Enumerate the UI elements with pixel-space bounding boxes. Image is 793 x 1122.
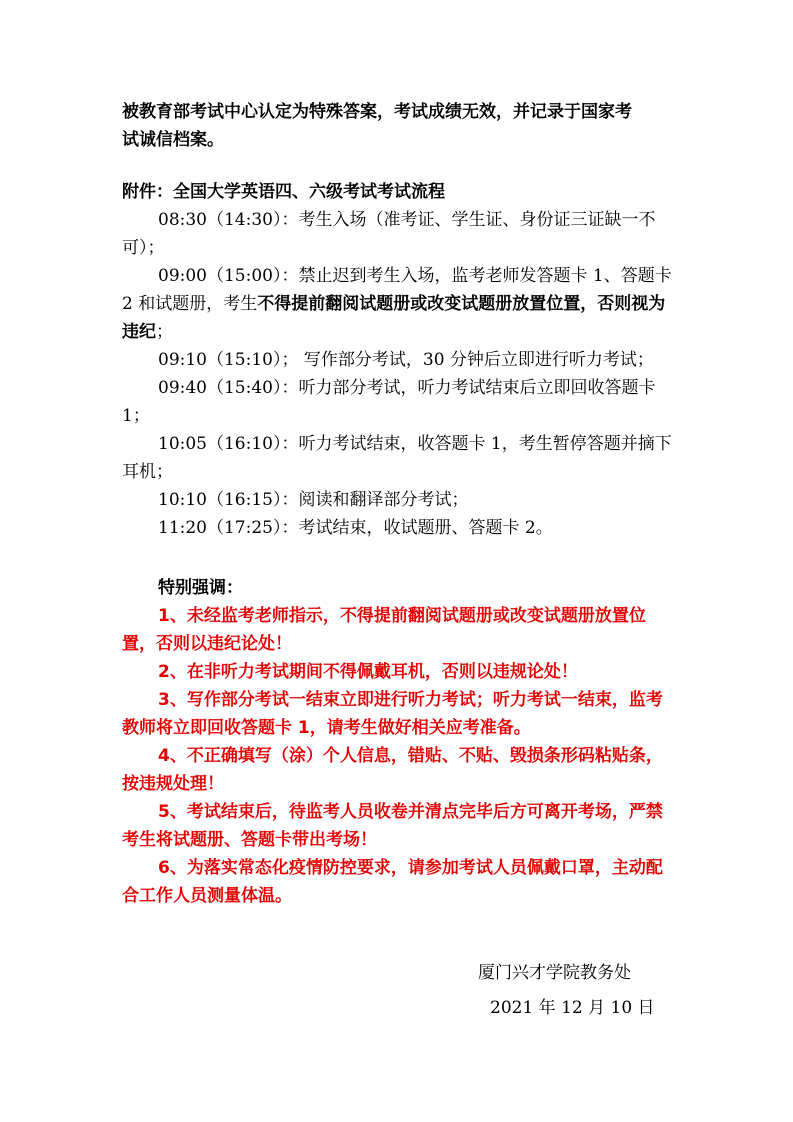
- schedule-step: 10:05（16:10）：听力考试结束，收答题卡 1，考生暂停答题并摘下耳机；: [122, 434, 672, 482]
- intro-line-2: 试诚信档案。: [122, 130, 224, 150]
- notice-item: 3、写作部分考试一结束立即进行听力考试；听力考试一结束，监考教师将立即回收答题卡 1，请考生做好相关应考准备。: [122, 690, 663, 738]
- schedule-step: 09:00（15:00）：禁止迟到考生入场，监考老师发答题卡 1、答题卡 2 和试题册，考生不得提前翻阅试题册或改变试题册放置位置，否则视为违纪；: [122, 266, 672, 342]
- notice-title: 特别强调：: [158, 578, 243, 598]
- schedule-list: [122, 206, 677, 542]
- intro-line-1: 被教育部考试中心认定为特殊答案，考试成绩无效，并记录于国家考: [122, 102, 632, 122]
- schedule-step: 09:40（15:40）：听力部分考试，听力考试结束后立即回收答题卡 1；: [122, 378, 656, 426]
- signature-date: 2021 年 12 月 10 日: [490, 998, 655, 1018]
- notice-list: [122, 602, 677, 910]
- schedule-step: 11:20（17:25）：考试结束，收试题册、答题卡 2。: [158, 518, 553, 538]
- notice-item: 4、不正确填写（涂）个人信息，错贴、不贴、毁损条形码粘贴条，按违规处理！: [122, 746, 663, 794]
- signature-org: 厦门兴才学院教务处: [478, 963, 631, 983]
- schedule-step: 09:10（15:10）； 写作部分考试，30 分钟后立即进行听力考试；: [158, 350, 654, 370]
- schedule-step: 10:10（16:15）：阅读和翻译部分考试；: [158, 490, 469, 510]
- notice-item: 2、在非听力考试期间不得佩戴耳机，否则以违规论处！: [158, 662, 578, 682]
- notice-item: 1、未经监考老师指示，不得提前翻阅试题册或改变试题册放置位置，否则以违纪论处！: [122, 606, 646, 654]
- intro-paragraph: [122, 98, 682, 154]
- attachment-title: 附件：全国大学英语四、六级考试考试流程: [122, 182, 445, 202]
- schedule-step: 08:30（14:30）：考生入场（准考证、学生证、身份证三证缺一不可）；: [122, 210, 656, 258]
- schedule-emphasis: 不得提前翻阅试题册或改变试题册放置位置，否则视为违纪: [122, 294, 666, 342]
- notice-item: 6、为落实常态化疫情防控要求，请参加考试人员佩戴口罩，主动配合工作人员测量体温。: [122, 858, 663, 906]
- notice-item: 5、考试结束后，待监考人员收卷并清点完毕后方可离开考场，严禁考生将试题册、答题卡带出考场！: [122, 802, 663, 850]
